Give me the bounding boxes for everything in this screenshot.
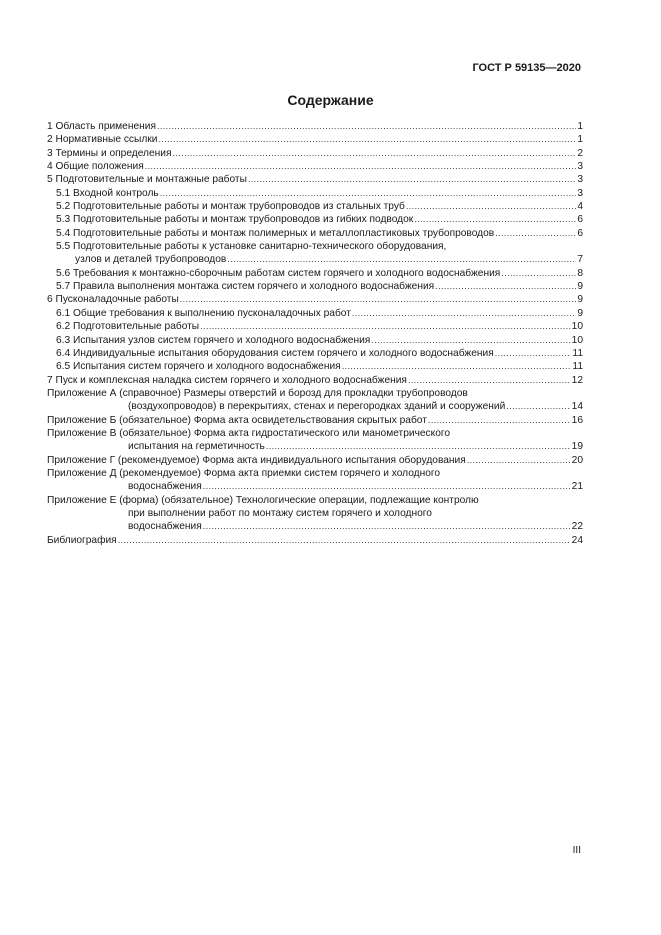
toc-continuation[interactable] <box>47 400 583 413</box>
toc-entry-label: 6.5 Испытания систем горячего и холодного водоснабжения <box>56 361 341 373</box>
toc-entry[interactable] <box>47 120 583 133</box>
toc-entry-label: 5.2 Подготовительные работы и монтаж трубопроводов из стальных труб <box>56 201 405 213</box>
toc-entry-label: водоснабжения <box>128 521 202 533</box>
toc-appendix-entry[interactable] <box>47 467 583 480</box>
toc-entry-label: испытания на герметичность <box>128 441 265 453</box>
toc-entry-page: 7 <box>577 254 583 266</box>
toc-entry-label: водоснабжения <box>128 481 202 493</box>
toc-entry-label: 4 Общие положения <box>47 161 144 173</box>
toc-entry[interactable] <box>47 173 583 186</box>
toc-entry-label: 5.6 Требования к монтажно-сборочным работам систем горячего и холодного водоснабжения <box>56 267 501 279</box>
toc-subentry[interactable] <box>47 267 583 280</box>
toc-appendix-entry[interactable] <box>47 494 583 507</box>
toc-entry-page: 6 <box>577 214 583 226</box>
toc-entry-page: 16 <box>571 414 583 426</box>
toc-leader-dots <box>352 307 576 320</box>
toc-leader-dots <box>158 133 576 146</box>
toc-entry-label: Приложение А (справочное) Размеры отверстий и борозд для прокладки трубопроводов <box>47 387 468 399</box>
toc-leader-dots <box>248 173 576 186</box>
toc-entry-label: 5.1 Входной контроль <box>56 187 159 199</box>
toc-entry-label: 5.4 Подготовительные работы и монтаж полимерных и металлопластиковых трубопроводов <box>56 227 495 239</box>
toc-subentry[interactable] <box>47 240 583 253</box>
toc-entry-page: 24 <box>571 534 583 546</box>
toc-entry-label: 3 Термины и определения <box>47 147 172 159</box>
toc-appendix-entry[interactable] <box>47 387 583 400</box>
toc-entry[interactable] <box>47 374 583 387</box>
toc-continuation[interactable] <box>47 520 583 533</box>
toc-entry-page: 9 <box>577 307 583 319</box>
toc-entry-page: 3 <box>577 174 583 186</box>
toc-entry-page: 22 <box>571 521 583 533</box>
page-number: III <box>572 845 581 856</box>
toc-entry[interactable] <box>47 160 583 173</box>
toc-entry-page: 12 <box>571 374 583 386</box>
toc-leader-dots <box>203 520 571 533</box>
toc-entry-label: 6.3 Испытания узлов систем горячего и холодного водоснабжения <box>56 334 371 346</box>
toc-entry-label: Приложение Д (рекомендуемое) Форма акта приемки систем горячего и холодного <box>47 467 441 479</box>
toc-leader-dots <box>495 347 572 360</box>
toc-leader-dots <box>408 374 571 387</box>
toc-entry-label: 5.7 Правила выполнения монтажа систем горячего и холодного водоснабжения <box>56 281 435 293</box>
toc-continuation[interactable] <box>47 480 583 493</box>
toc-entry-page: 21 <box>571 481 583 493</box>
toc-appendix-entry[interactable] <box>47 414 583 427</box>
toc-entry-page: 19 <box>571 441 583 453</box>
toc-subentry[interactable] <box>47 280 583 293</box>
toc-leader-dots <box>160 187 577 200</box>
toc-entry-page: 14 <box>571 401 583 413</box>
toc-entry-page: 4 <box>577 201 583 213</box>
toc-subentry[interactable] <box>47 200 583 213</box>
toc-entry-label: при выполнении работ по монтажу систем горячего и холодного <box>128 507 432 519</box>
toc-leader-dots <box>371 334 570 347</box>
toc-leader-dots <box>406 200 576 213</box>
toc-leader-dots <box>414 213 576 226</box>
toc-continuation[interactable] <box>47 253 583 266</box>
toc-entry-label: 2 Нормативные ссылки <box>47 134 158 146</box>
toc-entry-page: 3 <box>577 161 583 173</box>
toc-leader-dots <box>118 534 571 547</box>
toc-leader-dots <box>180 293 577 306</box>
toc-entry-page: 9 <box>577 294 583 306</box>
toc-entry-label: 6 Пусконаладочные работы <box>47 294 179 306</box>
toc-entry-label: Приложение Б (обязательное) Форма акта освидетельствования скрытых работ <box>47 414 427 426</box>
toc-entry-page: 1 <box>577 134 583 146</box>
toc-entry-label: 6.4 Индивидуальные испытания оборудования систем горячего и холодного водоснабжения <box>56 347 494 359</box>
toc-entry-label: 6.1 Общие требования к выполнению пусконаладочных работ <box>56 307 351 319</box>
toc-entry-page: 2 <box>577 147 583 159</box>
toc-leader-dots <box>200 320 571 333</box>
toc-subentry[interactable] <box>47 334 583 347</box>
toc-continuation[interactable] <box>47 440 583 453</box>
toc-entry-label: 5.5 Подготовительные работы к установке санитарно-технического оборудования, <box>56 241 447 253</box>
toc-entry-label: (воздухопроводов) в перекрытиях, стенах и перегородках зданий и сооружений <box>128 401 506 413</box>
toc-subentry[interactable] <box>47 227 583 240</box>
page-title: Содержание <box>287 92 374 108</box>
toc-entry-page: 20 <box>571 454 583 466</box>
toc-entry-label: узлов и деталей трубопроводов <box>75 254 227 266</box>
toc-leader-dots <box>157 120 576 133</box>
toc-leader-dots <box>172 147 576 160</box>
toc-entry-label: 6.2 Подготовительные работы <box>56 321 200 333</box>
toc-leader-dots <box>435 280 576 293</box>
toc-entry-page: 9 <box>577 281 583 293</box>
toc-entry-page: 8 <box>577 267 583 279</box>
toc-leader-dots <box>428 414 571 427</box>
toc-entry-page: 10 <box>571 334 583 346</box>
toc-entry-label: 1 Область применения <box>47 121 156 132</box>
toc-subentry[interactable] <box>47 360 583 373</box>
toc-entry-label: Приложение В (обязательное) Форма акта гидростатического или манометрического <box>47 427 451 439</box>
toc-subentry[interactable] <box>47 307 583 320</box>
toc-entry-label: Приложение Е (форма) (обязательное) Технологические операции, подлежащие контролю <box>47 494 479 506</box>
toc-leader-dots <box>145 160 577 173</box>
toc-leader-dots <box>506 400 570 413</box>
toc-entry[interactable] <box>47 133 583 146</box>
toc-appendix-entry[interactable] <box>47 454 583 467</box>
toc-entry-label: 5 Подготовительные и монтажные работы <box>47 174 247 186</box>
toc-entry-label: Библиография <box>47 534 117 546</box>
toc-entry[interactable] <box>47 147 583 160</box>
toc-entry-page: 10 <box>571 321 583 333</box>
toc-entry[interactable] <box>47 293 583 306</box>
toc-leader-dots <box>266 440 571 453</box>
toc-leader-dots <box>342 360 572 373</box>
toc-entry-page: 3 <box>577 187 583 199</box>
table-of-contents <box>47 120 583 547</box>
toc-subentry[interactable] <box>47 213 583 226</box>
toc-entry-label: 7 Пуск и комплексная наладка систем горячего и холодного водоснабжения <box>47 374 407 386</box>
document-code: ГОСТ Р 59135—2020 <box>472 62 581 74</box>
toc-entry-label: Приложение Г (рекомендуемое) Форма акта индивидуального испытания оборудования <box>47 454 466 466</box>
toc-entry-page: 11 <box>572 361 583 373</box>
toc-entry-page: 1 <box>577 121 583 132</box>
toc-appendix-entry[interactable] <box>47 427 583 440</box>
toc-subentry[interactable] <box>47 347 583 360</box>
toc-leader-dots <box>203 480 571 493</box>
toc-leader-dots <box>495 227 576 240</box>
toc-entry-page: 6 <box>577 227 583 239</box>
toc-subentry[interactable] <box>47 320 583 333</box>
toc-continuation[interactable] <box>47 507 583 520</box>
toc-subentry[interactable] <box>47 187 583 200</box>
toc-entry[interactable] <box>47 534 583 547</box>
toc-entry-label: 5.3 Подготовительные работы и монтаж трубопроводов из гибких подводок <box>56 214 414 226</box>
toc-leader-dots <box>227 253 576 266</box>
toc-leader-dots <box>501 267 576 280</box>
toc-leader-dots <box>467 454 571 467</box>
toc-entry-page: 11 <box>572 347 583 359</box>
